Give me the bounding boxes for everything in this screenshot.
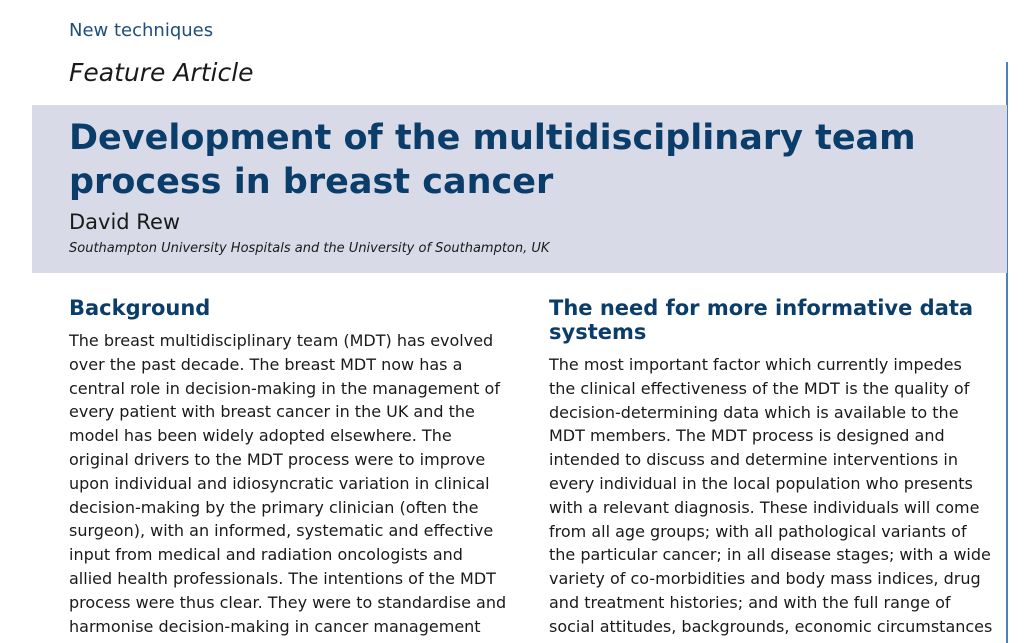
background-heading: Background [69, 296, 211, 320]
text-line: process were thus clear. They were to standardise and [69, 592, 507, 612]
text-line: from all age groups; with all pathological variants of [549, 521, 967, 541]
text-line: original drivers to the MDT process were to improve [69, 449, 486, 469]
article-type: Feature Article [69, 58, 254, 87]
text-line: the particular cancer; in all disease stages; with a wide [549, 545, 991, 565]
text-line: input from medical and radiation oncologists and [69, 545, 463, 565]
article-title: Development of the multidisciplinary team process in breast cancer [69, 118, 916, 202]
text-line: social attitudes, backgrounds, economic circumstances [549, 616, 993, 636]
left-column [69, 296, 509, 638]
text-line: every patient with breast cancer in the UK and the [69, 402, 475, 422]
data-systems-heading: The need for more informative data systems [549, 296, 974, 344]
author-name: David Rew [69, 210, 181, 234]
author-affiliation: Southampton University Hospitals and the University of Southampton, UK [69, 241, 550, 256]
text-line: MDT members. The MDT process is designed and [549, 426, 945, 446]
text-line: allied health professionals. The intentions of the MDT [69, 568, 496, 588]
data-systems-paragraph [549, 353, 993, 639]
text-line: the clinical effectiveness of the MDT is the quality of [549, 378, 970, 398]
text-line: surgeon), with an informed, systematic and effective [69, 521, 494, 541]
text-line: intended to discuss and determine interventions in [549, 450, 958, 470]
text-line: model has been widely adopted elsewhere. The [69, 426, 452, 446]
text-line: variety of co-morbidities and body mass indices, drug [549, 569, 981, 589]
text-line: central role in decision-making in the management of [69, 378, 500, 398]
text-line: decision-determining data which is available to the [549, 402, 959, 422]
text-line: with a relevant diagnosis. These individuals will come [549, 497, 980, 517]
text-line: The most important factor which currently impedes [549, 355, 962, 374]
text-line: decision-making by the primary clinician (often the [69, 497, 479, 517]
text-line: harmonise decision-making in cancer management [69, 616, 481, 636]
text-line: over the past decade. The breast MDT now has a [69, 354, 463, 374]
text-line: The breast multidisciplinary team (MDT) has evolved [69, 331, 494, 350]
section-tag: New techniques [69, 20, 214, 41]
right-column [549, 296, 993, 639]
text-line: upon individual and idiosyncratic variation in clinical [69, 473, 490, 493]
background-paragraph [69, 329, 509, 638]
text-line: and treatment histories; and with the full range of [549, 592, 951, 612]
text-line: every individual in the local population who presents [549, 473, 973, 493]
